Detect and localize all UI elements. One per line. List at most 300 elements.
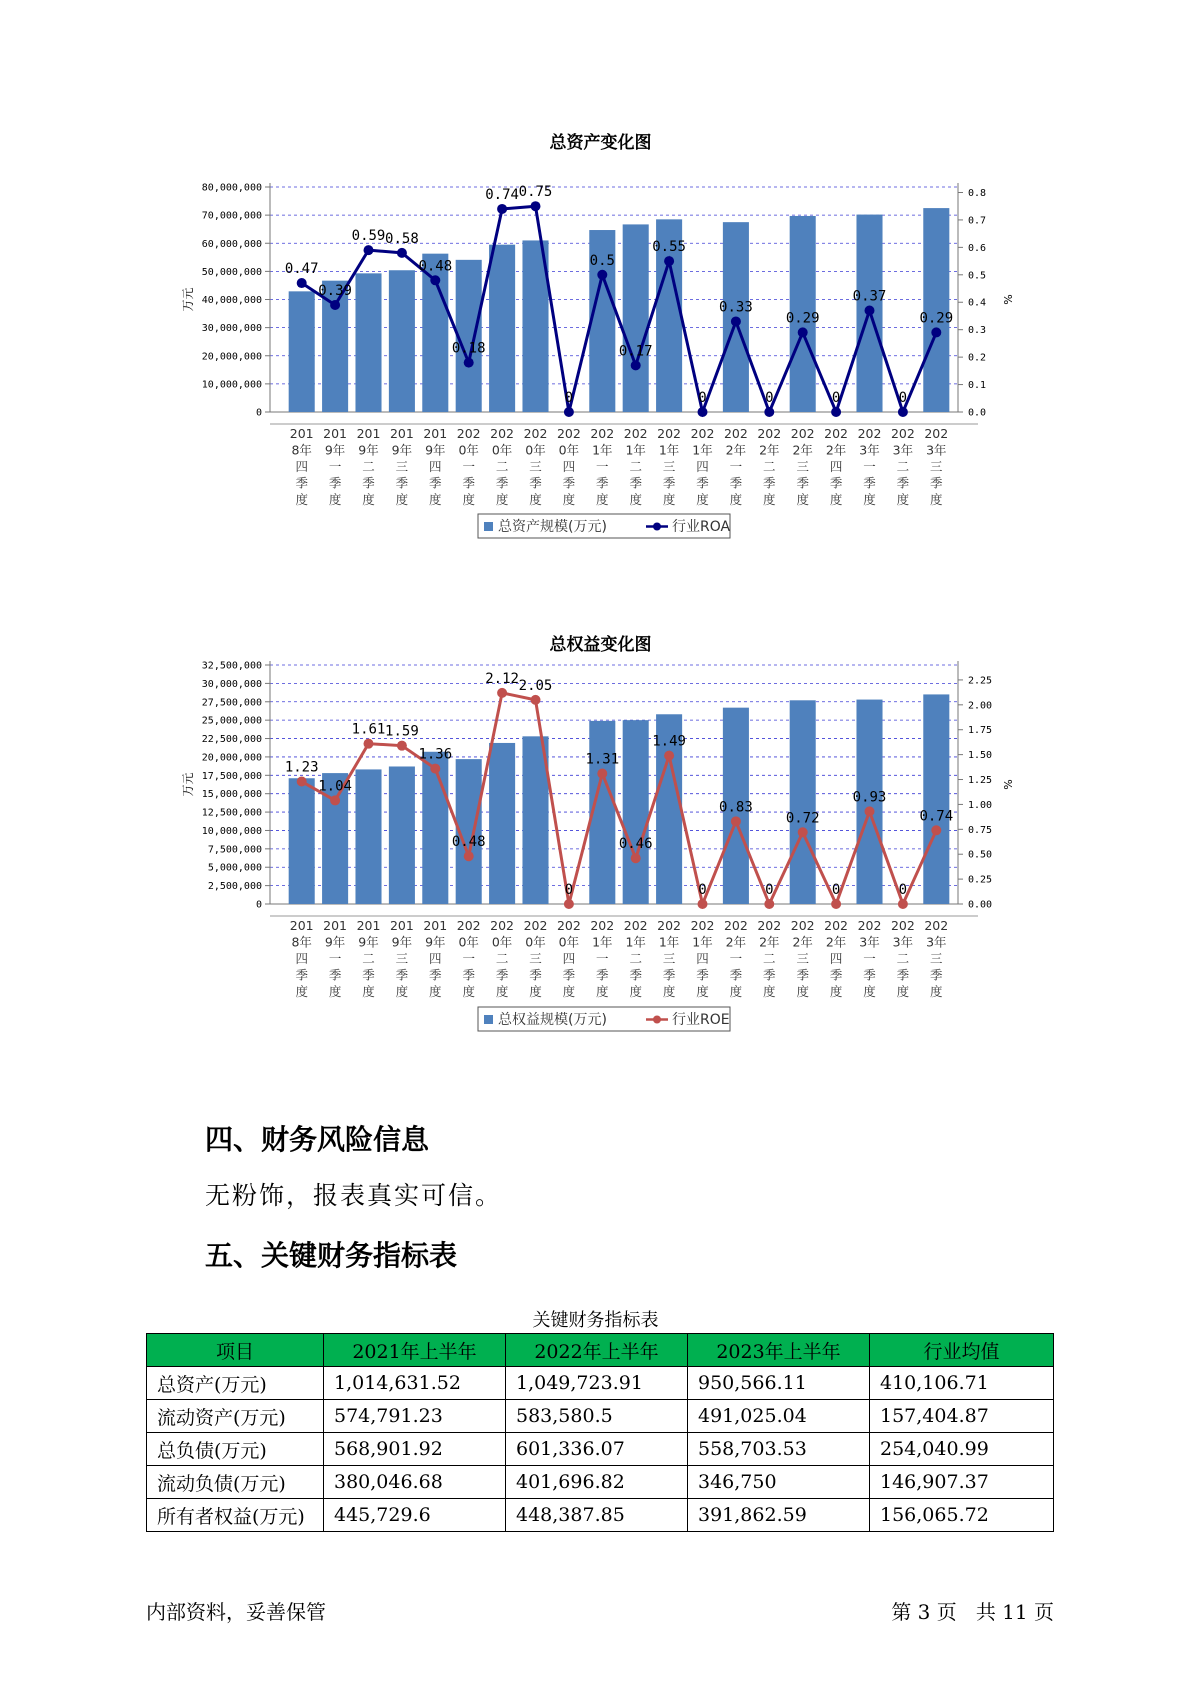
- category-label-line: 2年: [759, 934, 780, 950]
- y2-axis-title: %: [1001, 779, 1014, 790]
- category-label-line: 度: [295, 984, 308, 999]
- category-label-line: 0年: [525, 442, 546, 458]
- category-label-line: 三: [529, 459, 542, 474]
- category-label-line: 202: [456, 426, 481, 441]
- category-label-line: 季: [729, 475, 743, 491]
- category-label-line: 8年: [291, 442, 312, 458]
- table-cell: 156,065.72: [870, 1499, 1054, 1532]
- category-label-line: 度: [529, 492, 542, 507]
- data-label: 1.31: [585, 751, 620, 768]
- category-label-line: 202: [890, 918, 915, 933]
- category-label-line: 四: [829, 951, 843, 966]
- category-label-line: 季: [796, 475, 809, 491]
- data-label: 0.93: [852, 789, 887, 806]
- category-label: [924, 918, 948, 999]
- category-label: [524, 918, 548, 999]
- line-point: [497, 204, 507, 214]
- category-label-line: 季: [930, 475, 943, 491]
- data-label: 1.61: [351, 721, 386, 738]
- category-label-line: 四: [295, 459, 308, 474]
- category-label-line: 9年: [391, 442, 413, 458]
- chart-svg: [0, 622, 1191, 1127]
- table-row: [147, 1367, 1054, 1400]
- y2-tick-label: 2.00: [968, 700, 993, 712]
- y2-tick-label: 0.7: [968, 215, 987, 227]
- line-point: [865, 305, 875, 315]
- data-label: 0: [698, 882, 707, 898]
- table-header-row: [147, 1334, 1054, 1367]
- category-label-line: 季: [395, 475, 409, 491]
- category-label-line: 202: [523, 918, 548, 933]
- category-label-line: 0年: [491, 934, 513, 950]
- section-5-heading: 五、关键财务指标表: [205, 1239, 458, 1272]
- table-cell: 1,049,723.91: [506, 1367, 688, 1400]
- category-label-line: 201: [323, 918, 348, 933]
- y-tick-label: 60,000,000: [201, 238, 262, 250]
- category-label-line: 三: [395, 459, 409, 474]
- y-tick-label: 10,000,000: [201, 825, 262, 837]
- category-label-line: 201: [356, 426, 381, 441]
- y2-tick-label: 0.50: [968, 849, 993, 861]
- category-label-line: 季: [429, 475, 442, 491]
- data-label: 0.33: [719, 299, 753, 316]
- category-label-line: 一: [462, 459, 475, 474]
- y2-tick-label: 0.0: [968, 407, 987, 419]
- category-label-line: 季: [696, 967, 709, 983]
- y-tick-label: 5,000,000: [207, 862, 262, 874]
- category-label: [624, 918, 648, 999]
- category-label-line: 202: [657, 918, 682, 933]
- table-cell: 448,387.85: [506, 1499, 688, 1532]
- category-label-line: 度: [763, 492, 776, 507]
- table-cell: 流动资产(万元): [147, 1400, 324, 1433]
- table-cell: 950,566.11: [688, 1367, 870, 1400]
- category-label-line: 201: [289, 918, 314, 933]
- category-label-line: 0年: [458, 934, 479, 950]
- data-label: 0: [564, 882, 574, 898]
- category-label-line: 度: [562, 492, 576, 507]
- y-tick-label: 27,500,000: [201, 697, 262, 709]
- category-label-line: 202: [556, 426, 581, 441]
- category-label-line: 201: [423, 426, 448, 441]
- category-label-line: 度: [662, 492, 676, 507]
- y2-tick-label: 1.75: [968, 725, 993, 737]
- y-tick-label: 7,500,000: [207, 844, 262, 856]
- table-row: [147, 1499, 1054, 1532]
- y-tick-label: 12,500,000: [201, 807, 262, 819]
- line-point: [931, 327, 941, 337]
- category-label-line: 3年: [926, 442, 947, 458]
- line-point: [430, 764, 440, 774]
- category-label-line: 四: [562, 459, 576, 474]
- category-label-line: 度: [629, 492, 642, 507]
- category-label-line: 季: [796, 967, 809, 983]
- category-label-line: 201: [289, 426, 314, 441]
- category-label-line: 3年: [859, 934, 880, 950]
- line-point: [731, 316, 741, 326]
- line-point: [764, 899, 774, 909]
- line-point: [464, 358, 474, 368]
- legend-line-marker: [653, 1016, 661, 1024]
- line-point: [798, 827, 808, 837]
- category-label-line: 度: [662, 984, 676, 999]
- line-point: [564, 899, 574, 909]
- category-label-line: 202: [590, 426, 615, 441]
- header-2023h1: 2023年上半年: [688, 1334, 870, 1367]
- data-label: 0.74: [919, 808, 954, 825]
- line-point: [631, 360, 641, 370]
- category-label-line: 2年: [759, 442, 780, 458]
- y-tick-label: 10,000,000: [201, 379, 262, 391]
- bar: [790, 700, 816, 904]
- data-label: 0.59: [351, 228, 386, 245]
- category-label: [891, 918, 915, 999]
- category-label-line: 201: [389, 426, 414, 441]
- category-label-line: 季: [662, 967, 676, 983]
- category-label-line: 9年: [358, 442, 379, 458]
- chart-title: 总权益变化图: [549, 635, 652, 655]
- category-label-line: 度: [495, 984, 509, 999]
- y2-tick-label: 0.25: [968, 874, 993, 886]
- category-label-line: 季: [295, 475, 308, 491]
- line-point: [397, 741, 407, 751]
- y2-tick-label: 0.1: [968, 380, 987, 392]
- data-label: 1.04: [318, 778, 352, 795]
- category-label-line: 202: [490, 426, 515, 441]
- data-label: 0: [765, 882, 774, 898]
- table-cell: 574,791.23: [324, 1400, 506, 1433]
- category-label-line: 1年: [692, 442, 713, 458]
- category-label-line: 季: [395, 967, 409, 983]
- data-label: 0.55: [652, 239, 686, 256]
- category-label-line: 1年: [658, 442, 680, 458]
- y-tick-label: 20,000,000: [201, 752, 262, 764]
- category-label: [824, 426, 848, 507]
- category-label-line: 三: [662, 459, 676, 474]
- category-label-line: 202: [824, 918, 849, 933]
- section-4-text: 无粉饰，报表真实可信。: [205, 1181, 503, 1210]
- category-label-line: 1年: [692, 934, 713, 950]
- category-label-line: 季: [662, 475, 676, 491]
- table-cell: 583,580.5: [506, 1400, 688, 1433]
- category-label-line: 201: [389, 918, 414, 933]
- category-label-line: 2年: [725, 442, 747, 458]
- line-point: [664, 751, 674, 761]
- y2-tick-label: 0.3: [968, 325, 987, 337]
- bar: [289, 291, 315, 412]
- line-point: [731, 816, 741, 826]
- header-2021h1: 2021年上半年: [324, 1334, 506, 1367]
- bar: [389, 270, 415, 412]
- category-label-line: 9年: [425, 934, 446, 950]
- category-label-line: 一: [729, 951, 743, 966]
- data-label: 1.23: [284, 759, 319, 776]
- category-label-line: 度: [596, 984, 609, 999]
- table-cell: 流动负债(万元): [147, 1466, 324, 1499]
- category-label-line: 三: [529, 951, 542, 966]
- y2-tick-label: 0.2: [968, 352, 987, 364]
- category-label-line: 202: [456, 918, 481, 933]
- category-label-line: 二: [362, 951, 375, 966]
- category-label-line: 四: [696, 459, 709, 474]
- y-tick-label: 15,000,000: [201, 789, 262, 801]
- category-label-line: 202: [790, 426, 815, 441]
- category-label-line: 季: [529, 967, 542, 983]
- y-tick-label: 22,500,000: [201, 734, 262, 746]
- y-tick-label: 25,000,000: [201, 715, 262, 727]
- category-label: [724, 918, 748, 999]
- category-label-line: 四: [429, 459, 442, 474]
- category-label-line: 202: [924, 918, 949, 933]
- category-label-line: 202: [890, 426, 915, 441]
- category-label-line: 0年: [558, 934, 580, 950]
- y2-axis-title: %: [1001, 294, 1014, 305]
- data-label: 0.58: [385, 230, 419, 247]
- category-label-line: 一: [596, 951, 609, 966]
- category-label-line: 度: [829, 492, 843, 507]
- line-point: [798, 327, 808, 337]
- category-label-line: 度: [796, 984, 809, 999]
- data-label: 0.74: [485, 186, 519, 203]
- line-point: [698, 899, 708, 909]
- category-label: [858, 426, 882, 507]
- header-item: 项目: [147, 1334, 324, 1367]
- category-label-line: 度: [462, 492, 475, 507]
- category-label-line: 202: [723, 426, 748, 441]
- category-label: [390, 426, 414, 507]
- category-label-line: 度: [796, 492, 809, 507]
- table-cell: 391,862.59: [688, 1499, 870, 1532]
- category-label-line: 季: [696, 475, 709, 491]
- category-label-line: 四: [829, 459, 843, 474]
- category-label-line: 季: [495, 967, 509, 983]
- data-label: 0.37: [852, 288, 887, 305]
- category-label-line: 度: [696, 984, 709, 999]
- y-tick-label: 30,000,000: [201, 323, 262, 335]
- line-point: [531, 201, 541, 211]
- line-point: [497, 688, 507, 698]
- y2-tick-label: 1.25: [968, 775, 993, 787]
- category-label: [457, 918, 481, 999]
- category-label: [357, 918, 381, 999]
- category-label-line: 四: [295, 951, 308, 966]
- category-label-line: 季: [429, 967, 442, 983]
- y-tick-label: 70,000,000: [201, 210, 262, 222]
- y-tick-label: 30,000,000: [201, 678, 262, 690]
- line-point: [330, 795, 340, 805]
- table-caption: 关键财务指标表: [532, 1310, 659, 1331]
- category-label-line: 二: [629, 459, 642, 474]
- data-label: 1.49: [652, 733, 686, 750]
- bar: [489, 743, 515, 904]
- category-label-line: 1年: [592, 934, 613, 950]
- category-label-line: 202: [723, 918, 748, 933]
- category-label-line: 2年: [825, 934, 847, 950]
- category-label-line: 季: [295, 967, 308, 983]
- data-label: 1.36: [418, 746, 453, 763]
- category-label-line: 2年: [725, 934, 747, 950]
- category-label-line: 季: [629, 475, 642, 491]
- category-label-line: 季: [763, 475, 776, 491]
- category-label-line: 二: [495, 951, 509, 966]
- y2-tick-label: 1.00: [968, 799, 993, 811]
- category-label: [624, 426, 648, 507]
- table-cell: 总负债(万元): [147, 1433, 324, 1466]
- category-label-line: 0年: [558, 442, 580, 458]
- category-label-line: 一: [328, 459, 342, 474]
- category-label: [290, 918, 314, 999]
- category-label: [691, 426, 715, 507]
- bar: [355, 769, 381, 904]
- category-label-line: 季: [930, 967, 943, 983]
- data-label: 0: [564, 390, 574, 406]
- y-axis-title: 万元: [181, 772, 195, 797]
- line-point: [464, 851, 474, 861]
- category-label-line: 201: [423, 918, 448, 933]
- category-label-line: 三: [796, 459, 809, 474]
- data-label: 0: [698, 390, 707, 406]
- category-label: [524, 426, 548, 507]
- legend-bar-swatch: [484, 1015, 493, 1024]
- category-label: [791, 426, 815, 507]
- category-label: [290, 426, 314, 507]
- category-label-line: 1年: [658, 934, 680, 950]
- category-label-line: 二: [896, 459, 910, 474]
- table-row: [147, 1400, 1054, 1433]
- data-label: 2.05: [518, 677, 553, 694]
- y-tick-label: 0: [255, 899, 262, 911]
- category-label-line: 度: [562, 984, 576, 999]
- table-cell: 568,901.92: [324, 1433, 506, 1466]
- data-label: 0.29: [919, 310, 954, 327]
- category-label-line: 度: [896, 984, 910, 999]
- data-label: 0: [831, 882, 841, 898]
- category-label: [557, 426, 581, 507]
- category-label-line: 季: [629, 967, 642, 983]
- category-label: [657, 918, 681, 999]
- category-label: [724, 426, 748, 507]
- y-tick-label: 40,000,000: [201, 295, 262, 306]
- category-label-line: 0年: [525, 934, 546, 950]
- table-row: [147, 1433, 1054, 1466]
- category-label-line: 度: [495, 492, 509, 507]
- category-label: [891, 426, 915, 507]
- category-label-line: 3年: [859, 442, 880, 458]
- category-label: [791, 918, 815, 999]
- table-cell: 146,907.37: [870, 1466, 1054, 1499]
- key-financial-table: [146, 1333, 1054, 1532]
- category-label: [323, 918, 347, 999]
- category-label-line: 三: [796, 951, 809, 966]
- line-point: [297, 777, 307, 787]
- category-label-line: 三: [930, 459, 943, 474]
- header-industry-avg: 行业均值: [870, 1334, 1054, 1367]
- category-label-line: 一: [596, 459, 609, 474]
- category-label: [757, 918, 781, 999]
- data-label: 0.29: [785, 310, 820, 327]
- data-label: 0.17: [618, 343, 653, 360]
- table-cell: 总资产(万元): [147, 1367, 324, 1400]
- category-label-line: 202: [690, 918, 715, 933]
- category-label: [691, 918, 715, 999]
- category-label-line: 度: [829, 984, 843, 999]
- line-point: [865, 806, 875, 816]
- legend-bar-label: 总资产规模(万元): [498, 519, 607, 535]
- table-cell: 157,404.87: [870, 1400, 1054, 1433]
- category-label-line: 季: [562, 475, 576, 491]
- category-label-line: 2年: [825, 442, 847, 458]
- category-label-line: 202: [623, 426, 648, 441]
- line-point: [364, 739, 374, 749]
- line-point: [297, 278, 307, 288]
- category-label-line: 度: [596, 492, 609, 507]
- category-label: [423, 918, 447, 999]
- line-point: [831, 899, 841, 909]
- table-cell: 346,750: [688, 1466, 870, 1499]
- category-label-line: 202: [757, 918, 782, 933]
- category-label-line: 四: [696, 951, 709, 966]
- category-label: [858, 918, 882, 999]
- category-label: [824, 918, 848, 999]
- bar: [456, 260, 482, 412]
- y2-tick-label: 2.25: [968, 675, 993, 687]
- category-label-line: 季: [596, 475, 609, 491]
- legend-line-label: 行业ROA: [672, 519, 731, 535]
- category-label: [590, 426, 614, 507]
- line-point: [397, 248, 407, 258]
- category-label-line: 度: [729, 984, 743, 999]
- data-label: 0.18: [451, 340, 486, 357]
- category-label-line: 三: [395, 951, 409, 966]
- y-tick-label: 20,000,000: [201, 351, 262, 363]
- category-label-line: 一: [863, 459, 876, 474]
- category-label-line: 度: [729, 492, 743, 507]
- category-label-line: 季: [462, 967, 475, 983]
- category-label-line: 三: [662, 951, 676, 966]
- category-label-line: 度: [863, 984, 876, 999]
- category-label: [490, 918, 514, 999]
- data-label: 0: [831, 390, 841, 406]
- data-label: 0.47: [284, 261, 319, 278]
- category-label-line: 202: [824, 426, 849, 441]
- category-label-line: 9年: [425, 442, 446, 458]
- category-label: [490, 426, 514, 507]
- category-label-line: 202: [556, 918, 581, 933]
- category-label-line: 202: [857, 426, 882, 441]
- category-label-line: 3年: [926, 934, 947, 950]
- bar: [422, 752, 448, 904]
- category-label-line: 二: [495, 459, 509, 474]
- category-label-line: 0年: [491, 442, 513, 458]
- category-label: [357, 426, 381, 507]
- category-label-line: 9年: [358, 934, 379, 950]
- category-label-line: 度: [328, 984, 342, 999]
- category-label-line: 季: [863, 475, 876, 491]
- footer-page-number: 第 3 页 共 11 页: [891, 1600, 1054, 1624]
- category-label-line: 度: [395, 984, 409, 999]
- data-label: 2.12: [485, 670, 519, 687]
- category-label-line: 度: [863, 492, 876, 507]
- category-label-line: 季: [328, 475, 342, 491]
- category-label: [590, 918, 614, 999]
- table-cell: 491,025.04: [688, 1400, 870, 1433]
- footer-confidential: 内部资料，妥善保管: [146, 1600, 326, 1624]
- data-label: 0.72: [785, 810, 820, 827]
- category-label-line: 一: [863, 951, 876, 966]
- line-point: [364, 245, 374, 255]
- category-label-line: 202: [757, 426, 782, 441]
- category-label: [924, 426, 948, 507]
